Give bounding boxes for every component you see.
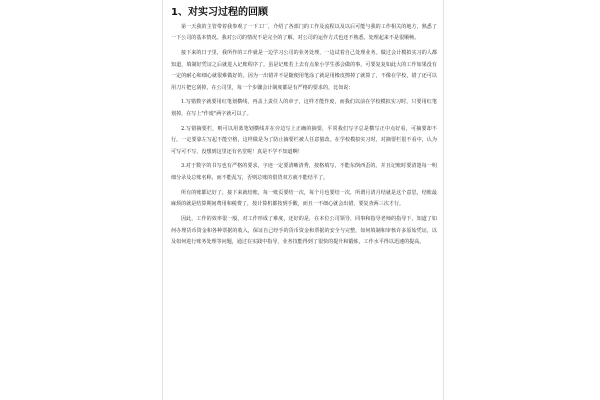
section-heading: 1、对实习过程的回顾 <box>171 7 268 18</box>
section-body <box>171 22 437 248</box>
paragraph-daily-work: 接下来的日子里，我所作的工作就是一边学习公司的业务处理，一边试着自己处理业务。做过会计模拟实习的人都知道，填制好凭证之后就进入记账程序了。虽是记账若上去有点象小学生那会做的事，可要复复如此大的工作如果没有一定的耐心和细心就很难做好的。因为一出错并不是随便用笔涂了就是用橡皮擦掉了就算了，不像在学校，错了还可以用刀片把它刮掉，在公司里，每一个步骤会计制度都是有严格的要求的，比如说： <box>171 50 437 91</box>
paragraph-rule-3: 3.对于数字的书写也有严格的要求，字迹一定要清晰清秀，按格填写，不能东倒西歪的。并且记账时要清楚每一明细分录及总账名称，而不能乱写，否则总账的借贷双方就不能结平了。 <box>171 163 437 181</box>
document-page <box>162 0 444 400</box>
paragraph-conclusion: 因此，工作的效率很一般，对工作形成了难度，还好的是，在本位公司领导，同事和指导老师的指导下，知道了如何办理货币资金和各种票据的收入，保证自己经手的货币资金和票据的安全与完整，如何填制和审核许多原始凭证，以及如何进行账务处理等问题，通过在实践中指导，业务技能得到了很快的提升和锻炼，工作水平得以迅速的提高。 <box>171 216 437 245</box>
paragraph-intro: 第一天我的主管带着我参观了一下工厂，介绍了各部门的工作及流程以及以后可能与我的工作相关的地方，熟悉了一下公司的基本情况。我对公司的情况不是完全的了解，对公司的运作方式也还不熟悉，处理起来不是很顺畅。 <box>171 24 437 42</box>
paragraph-closing-accounts: 所有的账都记好了，接下来就结账，每一账页要结一次，每个月也要结一次，所谓月清月结就是这个意思，结账最麻烦的就是结算期间费用和税费了，按计算机都按到手酸，而且一不细心就会出错，要复查两三次才行。 <box>171 189 437 208</box>
paragraph-rule-1: 1.写错数字就要用红笔划横线，再盖上责任人的章子，这样才能作废，而我们以前在学校模拟实习时，只要用红笔划掉，在写上"作废"两字就可以了。 <box>171 99 437 117</box>
paragraph-rule-2: 2.写错摘要栏，则可以用蓝笔划横线并在旁边写上正确的摘要，平常我们写字总是横写正中点好看，可摘要却不行，一定要靠左写起不能空格，这样做是为了防止摘要栏被人任意篡改。在学校模拟实习时，对摘要栏很不看中，认为可写可不写，没想到这里还有名堂呢！真是不学不知道啊！ <box>171 125 437 155</box>
